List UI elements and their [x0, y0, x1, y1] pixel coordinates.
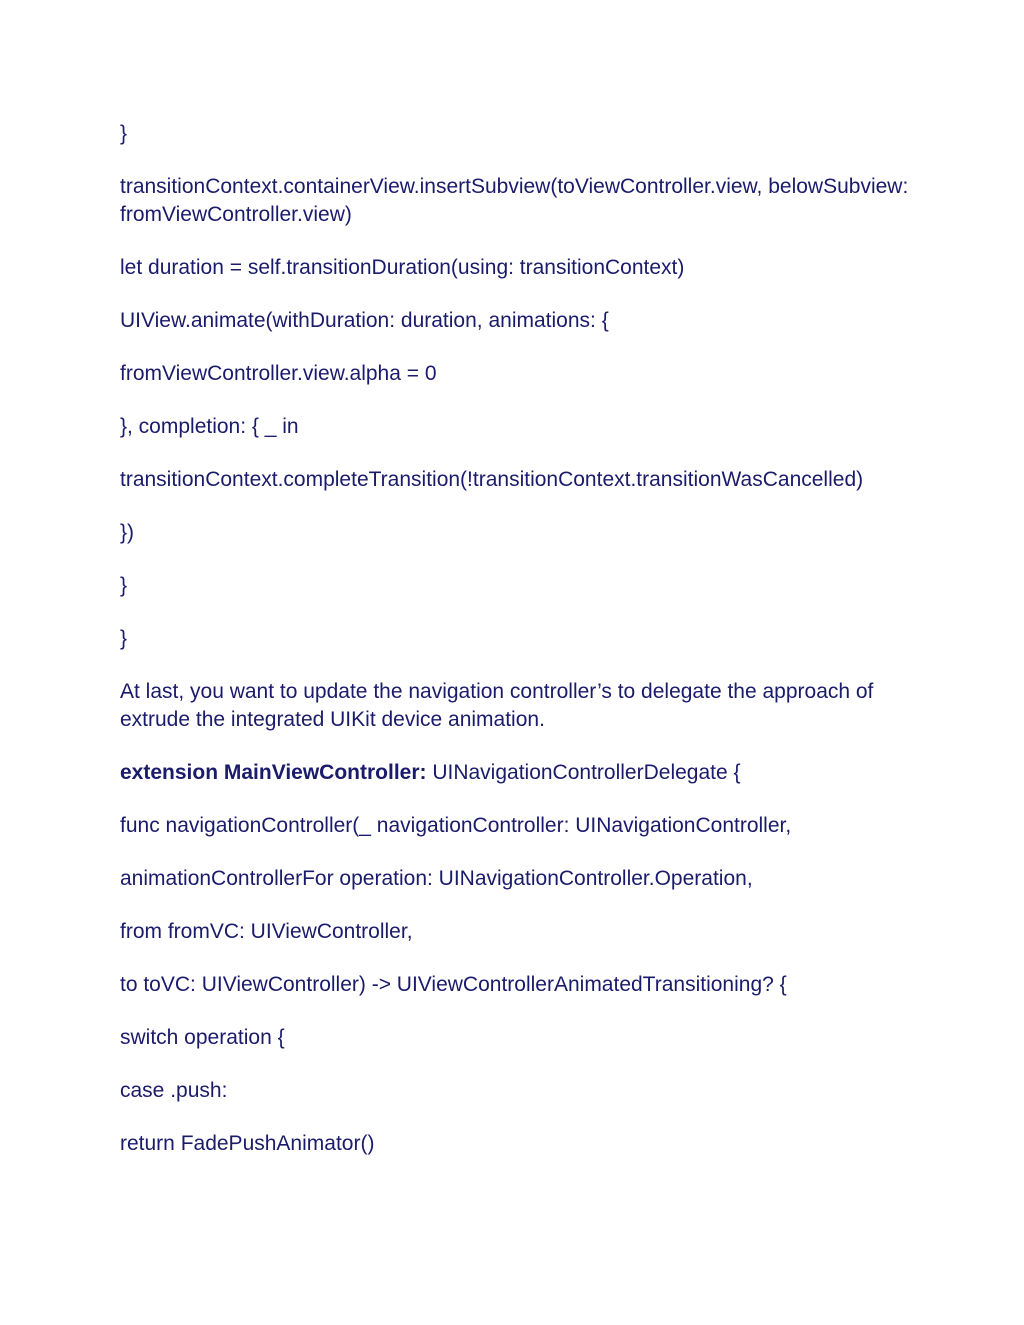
code-line: from fromVC: UIViewController, — [120, 920, 413, 943]
extension-declaration — [120, 759, 910, 787]
code-line: let duration = self.transitionDuration(using: transitionContext) — [120, 256, 685, 279]
code-line: } — [120, 122, 128, 145]
code-line: case .push: — [120, 1079, 228, 1102]
code-line: } — [120, 627, 128, 650]
code-line: func navigationController(_ navigationController: UINavigationController, — [120, 814, 792, 837]
code-line: animationControllerFor operation: UINavigationController.Operation, — [120, 867, 753, 890]
code-line: }) — [120, 521, 135, 544]
body-paragraph: At last, you want to update the navigation controller’s to delegate the approach of extrude the integrated UIKit device animation. — [120, 680, 874, 731]
code-line: return FadePushAnimator() — [120, 1132, 375, 1155]
document-body — [120, 120, 910, 1183]
code-line: transitionContext.completeTransition(!transitionContext.transitionWasCancelled) — [120, 468, 864, 491]
extension-protocol: UINavigationControllerDelegate { — [426, 761, 741, 784]
code-line: }, completion: { _ in — [120, 415, 299, 438]
code-line: switch operation { — [120, 1026, 285, 1049]
code-line: } — [120, 574, 128, 597]
code-line: transitionContext.containerView.insertSubview(toViewController.view, belowSubview: fromViewController.view) — [120, 175, 909, 226]
code-line: fromViewController.view.alpha = 0 — [120, 362, 437, 385]
code-line: UIView.animate(withDuration: duration, animations: { — [120, 309, 609, 332]
code-line: to toVC: UIViewController) -> UIViewControllerAnimatedTransitioning? { — [120, 973, 787, 996]
extension-keyword: extension MainViewController: — [120, 761, 427, 784]
